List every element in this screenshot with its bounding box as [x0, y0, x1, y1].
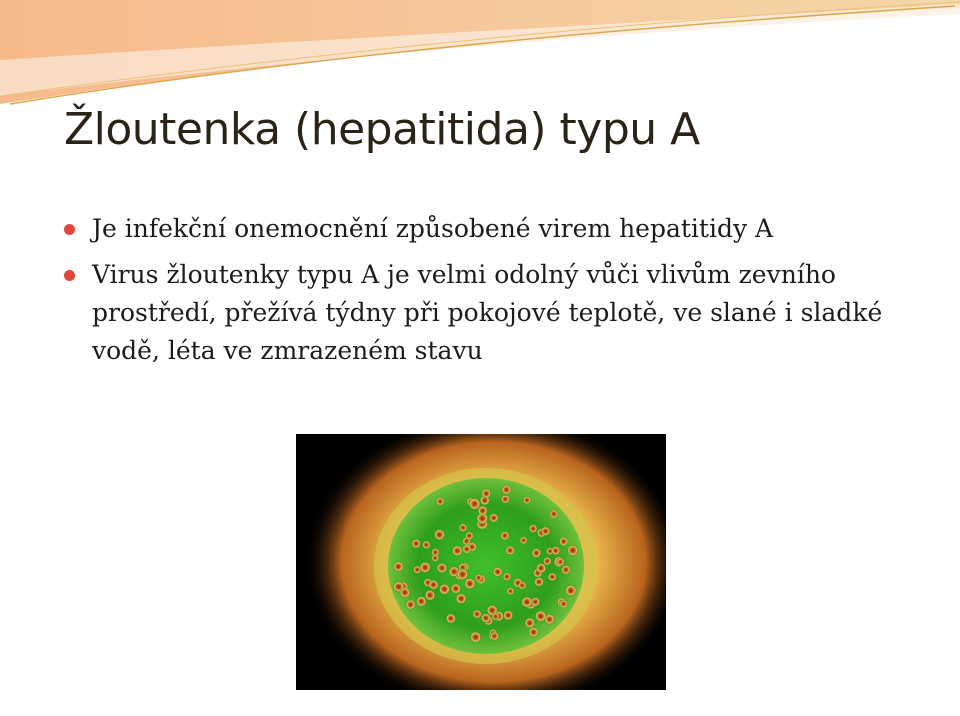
virus-particle: [534, 577, 543, 586]
virus-particle: [422, 541, 430, 549]
virus-particle: [518, 582, 526, 590]
virus-particle: [393, 562, 403, 572]
virus-particle: [465, 532, 473, 540]
virus-particle: [481, 613, 490, 622]
virus-particle: [543, 557, 551, 565]
bullet-item: [60, 210, 940, 248]
virus-particle: [473, 610, 482, 619]
virus-particle: [557, 558, 565, 566]
virus-particle: [529, 525, 537, 533]
virus-particle: [469, 498, 480, 509]
virus-particle: [492, 613, 499, 620]
bullet-item: [60, 256, 940, 370]
virus-particle: [420, 562, 431, 573]
virus-particle: [451, 584, 461, 594]
virus-particle: [561, 565, 570, 574]
virus-particle: [490, 632, 499, 641]
bullet-dot-icon: [64, 224, 75, 235]
virus-particle: [429, 580, 439, 590]
header-swoosh-decoration: [0, 0, 960, 110]
virus-particle: [522, 597, 533, 608]
virus-particle: [520, 537, 527, 544]
virus-particle: [503, 611, 513, 621]
bullet-dot-icon: [64, 270, 75, 281]
virus-particle: [541, 527, 550, 536]
virus-particle: [507, 588, 514, 595]
virus-particle: [503, 573, 511, 581]
virus-particle: [565, 585, 576, 596]
virus-particle: [437, 563, 447, 573]
virus-particle: [567, 545, 578, 556]
virus-particle: [470, 632, 481, 643]
virus-micrograph-image: [296, 434, 666, 690]
bullet-list: [60, 210, 940, 378]
bullet-text: Je infekční onemocnění způsobené virem hepatitidy A: [92, 214, 774, 243]
virus-particle: [525, 618, 535, 628]
virus-particle: [548, 573, 556, 581]
virus-particle: [550, 510, 559, 519]
virus-particle: [412, 539, 421, 548]
virus-particle: [500, 531, 509, 540]
virus-particle: [501, 495, 509, 503]
virus-particle: [502, 485, 512, 495]
virus-particle: [446, 614, 456, 624]
virus-particle: [551, 546, 560, 555]
virus-particle: [535, 611, 546, 622]
virus-particle: [475, 574, 482, 581]
virus-particle: [523, 496, 531, 504]
virus-particle: [559, 537, 568, 546]
virus-particle: [462, 545, 471, 554]
virus-particle: [400, 587, 410, 597]
virus-particle: [482, 489, 491, 498]
virus-particle: [506, 546, 515, 555]
virus-particle: [529, 627, 539, 637]
virus-particle: [436, 497, 444, 505]
virus-particle: [536, 563, 546, 573]
virus-particle: [432, 554, 439, 561]
virus-particle: [560, 600, 568, 608]
virus-particle: [459, 524, 467, 532]
virus-particle: [457, 569, 468, 580]
virus-particle: [406, 600, 416, 610]
virus-particle: [493, 567, 503, 577]
virus-particle: [416, 596, 426, 606]
virus-particle: [439, 584, 450, 595]
virus-particle: [478, 506, 488, 516]
virus-particle: [489, 514, 498, 523]
slide-title: Žloutenka (hepatitida) typu A: [64, 104, 700, 155]
virus-particle: [452, 546, 462, 556]
virus-particle: [434, 529, 445, 540]
virus-particle: [532, 548, 541, 557]
virus-particle: [456, 593, 466, 603]
virus-particle: [464, 578, 475, 589]
virus-particle: [425, 590, 435, 600]
bullet-text: Virus žloutenky typu A je velmi odolný vůči vlivům zevního prostředí, přežívá týdny při pokojové teplotě, ve slané i sladké vodě, léta ve zmrazeném stavu: [92, 260, 883, 365]
